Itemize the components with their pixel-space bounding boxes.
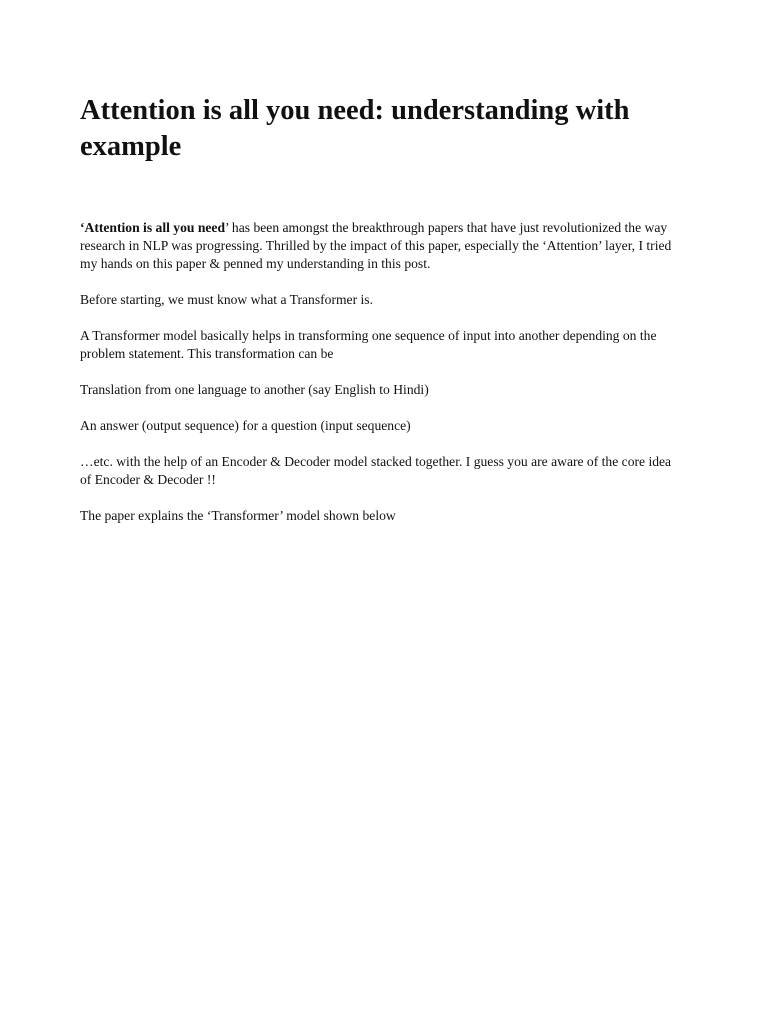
intro-open-quote: ‘ [80, 220, 85, 235]
intro-text: ’ has been amongst the breakthrough papers that have just revolutionized the way research in NLP was progressing. Thrilled by the impact of this paper, especially the ‘Attention’ layer, I tried my hands on this paper & penned my understanding in this post. [80, 220, 672, 271]
paragraph-encoder-decoder: …etc. with the help of an Encoder & Decoder model stacked together. I guess you are aware of the core idea of Encoder & Decoder !! [80, 454, 672, 487]
paragraph-transformer-definition: A Transformer model basically helps in transforming one sequence of input into another depending on the problem statement. This transformation can be [80, 328, 657, 361]
article-body [80, 219, 680, 525]
document-page [80, 93, 680, 543]
paragraph-transformer-question: Before starting, we must know what a Transformer is. [80, 292, 373, 307]
article-title: Attention is all you need: understanding with example [80, 95, 630, 162]
intro-paragraph [80, 219, 680, 273]
intro-bold-title: Attention is all you need [84, 220, 226, 235]
paragraph-qa-example: An answer (output sequence) for a question (input sequence) [80, 418, 411, 433]
paragraph-translation-example: Translation from one language to another (say English to Hindi) [80, 382, 429, 397]
paragraph-model-intro: The paper explains the ‘Transformer’ model shown below [80, 508, 396, 523]
